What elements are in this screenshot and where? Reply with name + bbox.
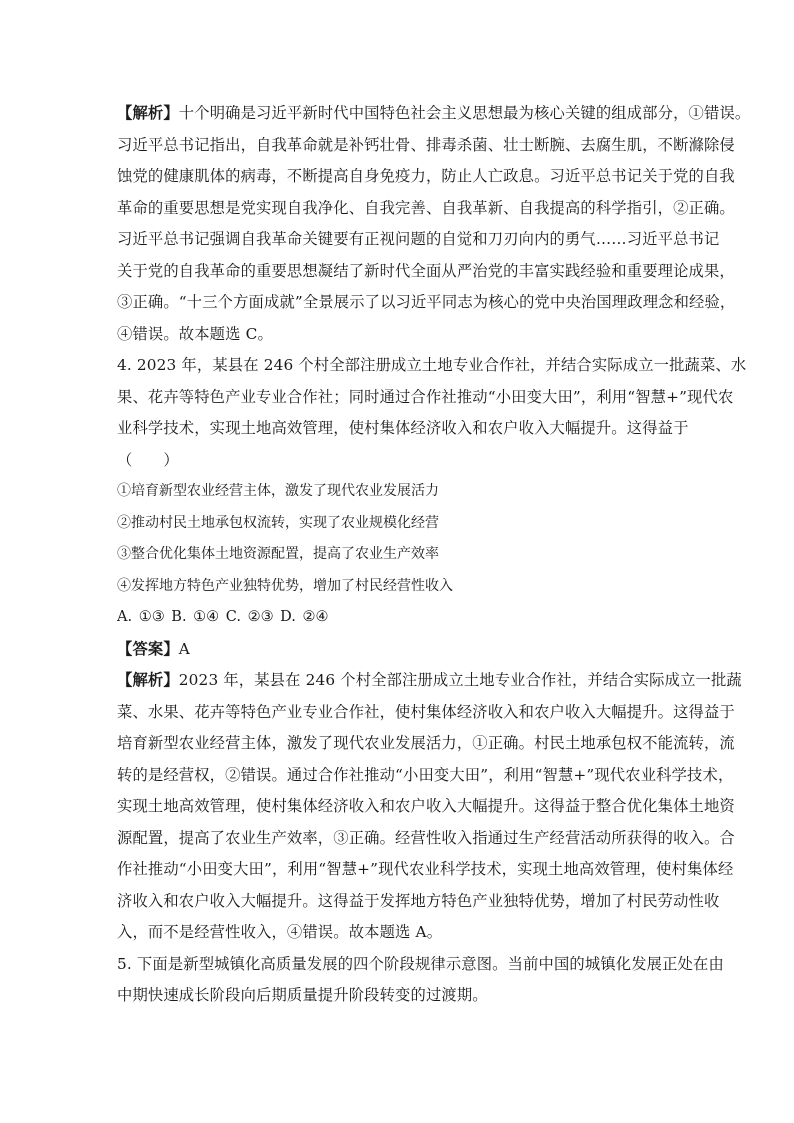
analysis-prev-line-4: 革命的重要思想是党实现自我净化、自我完善、自我革新、自我提高的科学指引，②正确。 bbox=[117, 198, 735, 217]
document-page bbox=[117, 98, 751, 1012]
q5-stem-line-1: 5. 下面是新型城镇化高质量发展的四个阶段规律示意图。当前中国的城镇化发展正处在由 bbox=[117, 954, 724, 973]
q4-analysis-line-2: 菜、水果、花卉等特色产业专业合作社，使村集体经济收入和农户收入大幅提升。这得益于 bbox=[117, 702, 735, 721]
q4-option-2: ②推动村民土地承包权流转，实现了农业规模化经营 bbox=[117, 514, 439, 531]
q4-option-4: ④发挥地方特色产业独特优势，增加了村民经营性收入 bbox=[117, 577, 453, 594]
analysis-prev-line-5: 习近平总书记强调自我革命关键要有正视问题的自觉和刀刃向内的勇气……习近平总书记 bbox=[117, 230, 720, 248]
q4-analysis-line-9: 入，而不是经营性收入，④错误。故本题选 A。 bbox=[117, 923, 443, 941]
q4-analysis-line-5: 实现土地高效管理，使村集体经济收入和农户收入大幅提升。这得益于整合优化集体土地资 bbox=[117, 797, 735, 815]
q4-answer bbox=[117, 634, 687, 666]
q4-analysis-line-1: 【解析】2023 年，某县在 246 个村全部注册成立土地专业合作社，并结合实际成立一批蔬 bbox=[117, 671, 742, 689]
q4-analysis-line-4: 转的是经营权，②错误。通过合作社推动“小田变大田”，利用“智慧+”现代农业科学技术， bbox=[117, 765, 734, 784]
analysis-tag: 【解析】 bbox=[117, 104, 179, 122]
analysis-prev-line-3: 蚀党的健康肌体的病毒，不断提高自身免疫力，防止人亡政息。习近平总书记关于党的自我 bbox=[117, 167, 735, 185]
q4-analysis-line-7: 作社推动“小田变大田”，利用“智慧+”现代农业科学技术，实现土地高效管理，使村集体经 bbox=[117, 860, 734, 878]
q4-stem-line-3: 业科学技术，实现土地高效管理，使村集体经济收入和农户收入大幅提升。这得益于 bbox=[117, 419, 689, 437]
q4-stem-line-2: 果、花卉等特色产业专业合作社；同时通过合作社推动“小田变大田”，利用“智慧+”现代农 bbox=[117, 387, 734, 406]
q4-analysis-line-3: 培育新型农业经营主体，激发了现代农业发展活力，①正确。村民土地承包权不能流转，流 bbox=[117, 734, 735, 752]
q4-stem-line-1: 4. 2023 年，某县在 246 个村全部注册成立土地专业合作社，并结合实际成立一批蔬菜、水 bbox=[117, 356, 747, 374]
q4-analysis-line-8: 济收入和农户收入大幅提升。这得益于发挥地方特色产业独特优势，增加了村民劳动性收 bbox=[117, 891, 720, 910]
q4-analysis bbox=[117, 665, 742, 949]
q4-analysis-line-6: 源配置，提高了农业生产效率，③正确。经营性收入指通过生产经营活动所获得的收入。合 bbox=[117, 828, 735, 847]
q4-option-3: ③整合优化集体土地资源配置，提高了农业生产效率 bbox=[117, 546, 439, 562]
answer-tag: 【答案】 bbox=[117, 639, 179, 658]
analysis-prev bbox=[117, 98, 751, 350]
analysis-prev-line-8: ④错误。故本题选 C。 bbox=[117, 324, 273, 343]
question-5-stem bbox=[117, 949, 724, 1012]
analysis-prev-line-7: ③正确。“十三个方面成就”全景展示了以习近平同志为核心的党中央治国理政理念和经验， bbox=[117, 293, 736, 311]
question-4-stem bbox=[117, 350, 747, 476]
q4-answer-blank: （ ） bbox=[117, 450, 179, 469]
q4-option-1: ①培育新型农业经营主体，激发了现代农业发展活力 bbox=[117, 483, 439, 499]
q5-stem-line-2: 中期快速成长阶段向后期质量提升阶段转变的过渡期。 bbox=[117, 986, 488, 1004]
q4-choices: A. ①③ B. ①④ C. ②③ D. ②④ bbox=[117, 609, 329, 625]
analysis-prev-line-2: 习近平总书记指出，自我革命就是补钙壮骨、排毒杀菌、壮士断腕、去腐生肌，不断滌除侵 bbox=[117, 135, 735, 154]
answer-value: A bbox=[178, 639, 190, 658]
question-4-options bbox=[117, 476, 687, 602]
analysis-prev-line-1: 【解析】十个明确是习近平新时代中国特色社会主义思想最为核心关键的组成部分，①错误。 bbox=[117, 104, 751, 122]
analysis-tag: 【解析】 bbox=[117, 671, 179, 689]
analysis-prev-line-6: 关于党的自我革命的重要思想凝结了新时代全面从严治党的丰富实践经验和重要理论成果， bbox=[117, 261, 735, 280]
